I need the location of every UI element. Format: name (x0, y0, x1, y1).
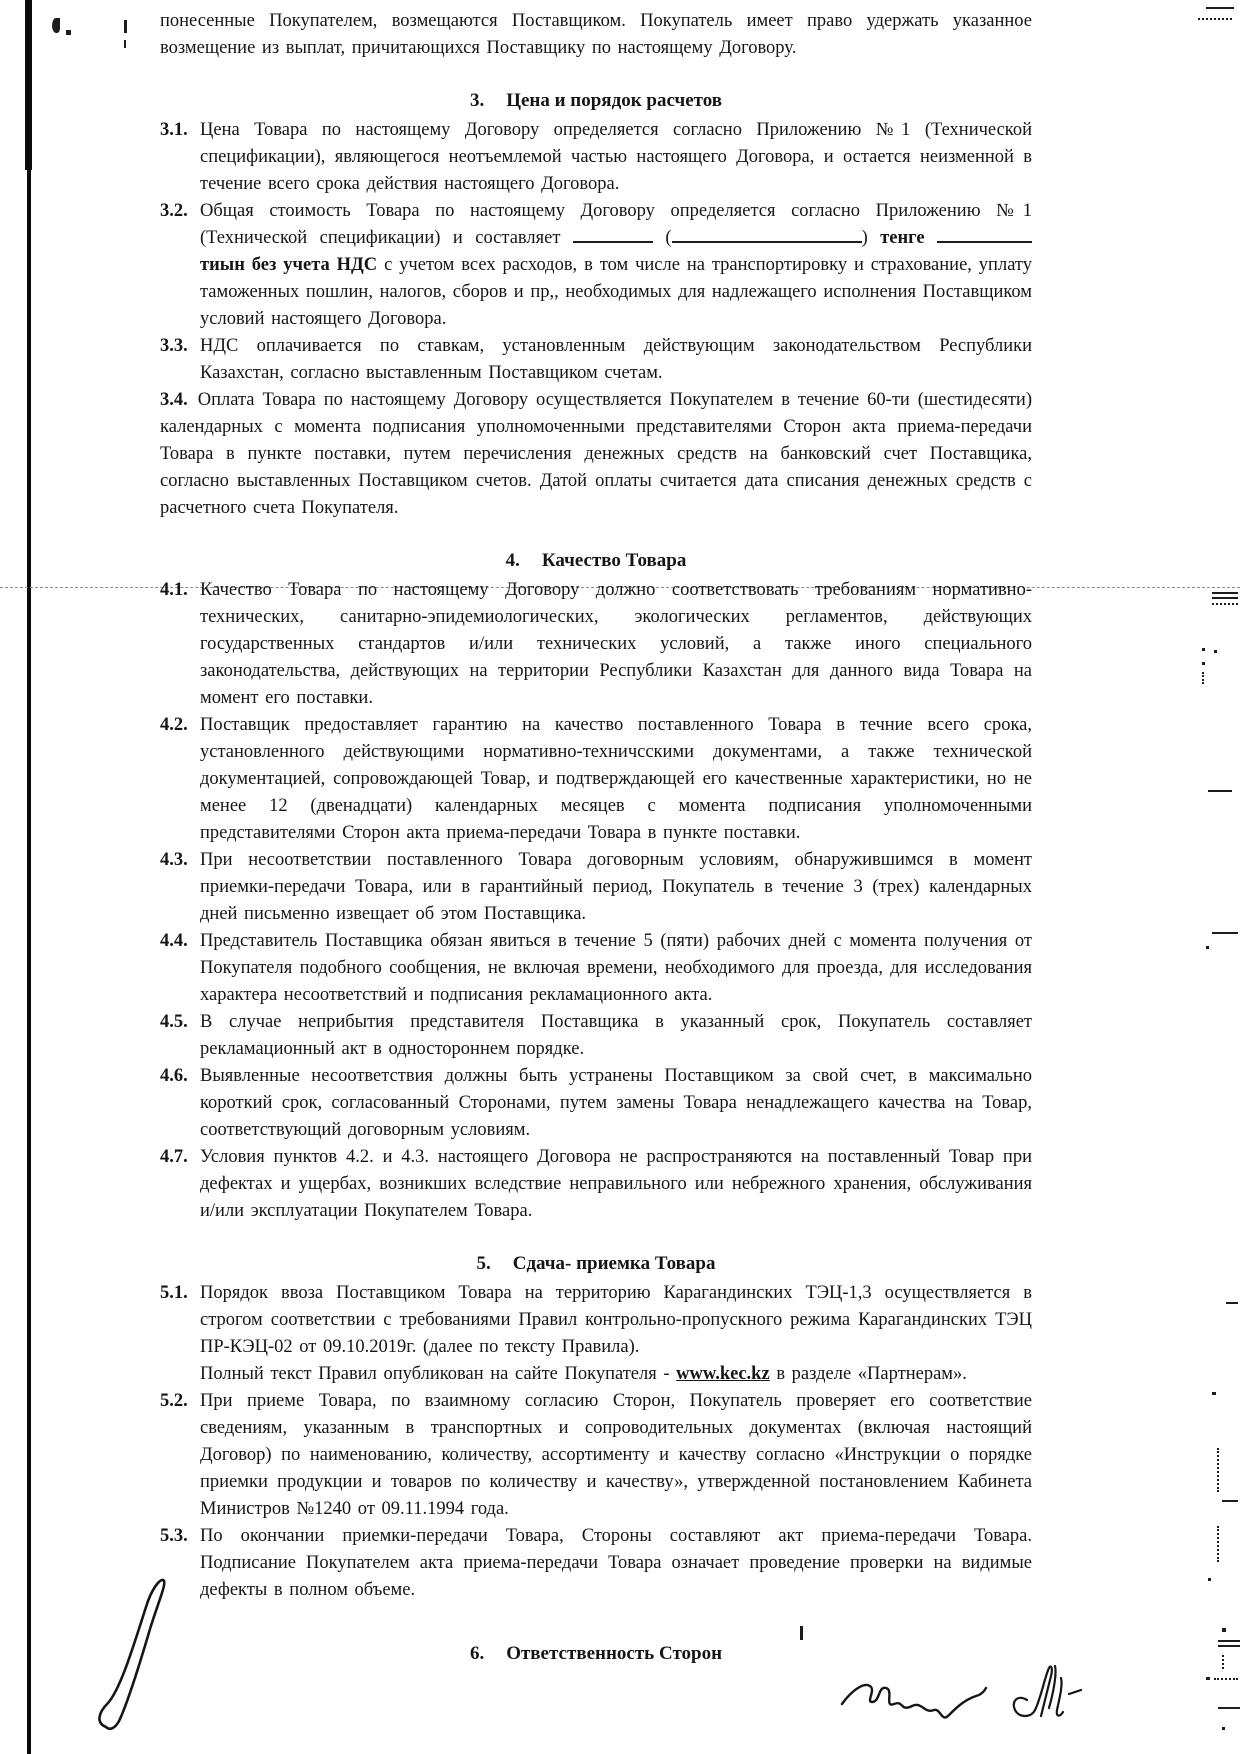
scan-noise-mark (1212, 1392, 1216, 1395)
clause-text: Представитель Поставщика обязан явиться в течение 5 (пяти) рабочих дней с момента получения от Покупателя подобного сообщения, не включая времени, необходимого для проезда, для исследования характера несоответствий и подписания рекламационного акта. (200, 931, 1032, 1005)
clause-text: НДС оплачивается по ставкам, установленным действующим законодательством Республики Казахстан, согласно выставленным Поставщиком счетам. (200, 336, 1032, 383)
clause-number: 3.4. (160, 390, 188, 410)
scan-noise-mark (1214, 1678, 1238, 1680)
clause-number: 5.2. (160, 1391, 188, 1411)
clause-3-1 (160, 117, 1032, 198)
clause-number: 4.6. (160, 1066, 188, 1086)
clause-4-2 (160, 712, 1032, 847)
scan-noise-mark (1212, 932, 1238, 934)
signature-left (92, 1575, 187, 1740)
clause-number: 5.3. (160, 1526, 188, 1546)
ink-speck (52, 18, 60, 33)
scan-noise-mark (1198, 18, 1232, 20)
contract-text-column (160, 8, 1032, 1670)
scan-noise-mark (1206, 946, 1209, 949)
section-title: Качество Товара (541, 550, 687, 571)
blank-tiyn-field (937, 226, 1032, 243)
clause-text: Оплата Товара по настоящему Договору осуществляется Покупателем в течение 60-ти (шестидесяти) календарных с момента подписания уполномоченными представителями Сторон акта приема-передачи Товара в пункте поставки, путем перечисления денежных средств на банковский счет Поставщика, согласно выставленных Поставщиком счетов. Датой оплаты считается дата списания денежных средств с расчетного счета Покупателя. (160, 390, 1032, 518)
clause-number: 3.3. (160, 336, 188, 356)
scan-noise-mark (1217, 1448, 1219, 1492)
clause-text: Поставщик предоставляет гарантию на качество поставленного Товара в течние всего срока, установленного действующими нормативно-техничсскими документами, а также технической документацией, сопровождающей Товар, и подтверждающей его качественные характеристики, но не менее 12 (двенадцати) календарных месяцев с момента подписания уполномоченными представителями Сторон акта приема-передачи Товара в пункте поставки. (200, 715, 1032, 843)
clause-4-6 (160, 1063, 1032, 1144)
ink-speck (124, 40, 126, 48)
clause-5-3 (160, 1523, 1032, 1604)
section-number: 5. (476, 1253, 491, 1274)
ink-speck (66, 30, 71, 35)
scan-noise-mark (1202, 648, 1205, 651)
section-heading-3 (160, 87, 1032, 114)
clause-4-1 (160, 577, 1032, 712)
clause-text: Условия пунктов 4.2. и 4.3. настоящего Договора не распространяются на поставленный Товар при дефектах и ущербах, возникших вследствие неправильного или небрежного хранения, обслуживания и/или эксплуатации Покупателем Товара. (200, 1147, 1032, 1221)
scan-noise-mark (1217, 1526, 1219, 1562)
clause-number: 4.4. (160, 931, 188, 951)
clause-number: 4.2. (160, 715, 188, 735)
scan-edge-line-top (25, 0, 32, 170)
section-number: 6. (469, 1643, 485, 1664)
clause-4-3 (160, 847, 1032, 928)
clause-number: 3.1. (160, 120, 188, 140)
clause-text: При несоответствии поставленного Товара договорным условиям, обнаружившимся в момент приемки-передачи Товара, или в гарантийный период, Покупатель в течение 3 (трех) календарных дней письменно извещает об этом Поставщика. (200, 850, 1032, 924)
scan-noise-mark (1218, 1640, 1240, 1642)
currency-tiyn-bold: тиын без учета НДС (200, 255, 378, 275)
scan-noise-mark (1208, 790, 1232, 792)
clause-text: Выявленные несоответствия должны быть устранены Поставщиком за свой счет, в максимально короткий срок, согласованный Сторонами, путем замены Товара ненадлежащего качества на Товар, соответствующий договорным условиям. (200, 1066, 1032, 1140)
section-heading-6 (160, 1640, 1032, 1667)
scan-noise-mark (1208, 1578, 1211, 1581)
clause-number: 4.1. (160, 580, 188, 600)
clause-4-4 (160, 928, 1032, 1009)
clause-text: При приеме Товара, по взаимному согласию Сторон, Покупатель проверяет его соответствие сведениям, указанным в транспортных и сопроводительных документах (включая настоящий Договор) по наименованию, количеству, ассортименту и качеству согласно «Инструкции о порядке приемки продукции и товаров по количеству и качеству», утвержденной постановлением Кабинета Министров №1240 от 09.11.1994 года. (200, 1391, 1032, 1519)
clause-3-4 (160, 387, 1032, 522)
paren: ( (665, 228, 672, 248)
section-title: Ответственность Сторон (506, 1643, 723, 1664)
blank-amount-field (573, 226, 653, 243)
section-number: 4. (505, 550, 520, 571)
signature-right-2 (1005, 1660, 1090, 1730)
scan-noise-mark (1202, 672, 1204, 684)
clause-text: в разделе «Партнерам». (776, 1364, 967, 1384)
clause-text: Порядок ввоза Поставщиком Товара на территорию Карагандинских ТЭЦ-1,3 осуществляется в строгом соответствии с требованиями Правил контрольно-пропускного режима Карагандинских ТЭЦ ПР-КЭЦ-02 от 09.10.2019г. (далее по тексту Правила). (200, 1283, 1032, 1357)
scan-noise-mark (1222, 1727, 1225, 1730)
website-url: www.kec.kz (676, 1364, 770, 1384)
clause-number: 4.3. (160, 850, 188, 870)
section-heading-5 (160, 1250, 1032, 1277)
clause-number: 4.7. (160, 1147, 188, 1167)
clause-text: Общая стоимость Товара по настоящему Договору определяется согласно Приложению №1 (Технической спецификации) и составляет (200, 201, 1032, 248)
scan-noise-mark (1202, 662, 1205, 665)
clause-text: Качество Товара по настоящему Договору должно соответствовать требованиям нормативно-технических, санитарно-эпидемиологических, экологических регламентов, действующих государственных стандартов и/или технических условий, а также иного специального законодательства, действующих на территории Республики Казахстан для данного вида Товара на момент его поставки. (200, 580, 1032, 708)
ink-speck (124, 20, 127, 33)
scan-noise-mark (1214, 650, 1217, 653)
scan-noise-mark (1212, 597, 1238, 599)
scan-noise-mark (1218, 1645, 1240, 1647)
scan-noise-mark (1212, 592, 1238, 594)
scan-noise-mark (1206, 7, 1234, 9)
scan-noise-mark (1218, 1707, 1240, 1709)
paren: ) (861, 228, 868, 248)
scan-noise-mark (1222, 1500, 1238, 1502)
clause-text: По окончании приемки-передачи Товара, Стороны составляют акт приема-передачи Товара. Подписание Покупателем акта приема-передачи Товара означает проведение проверки на видимые дефекты в полном объеме. (200, 1526, 1032, 1600)
currency-tenge: тенге (880, 228, 925, 248)
clause-5-2 (160, 1388, 1032, 1523)
section-number: 3. (469, 90, 485, 111)
section-title: Цена и порядок расчетов (506, 90, 723, 111)
clause-4-5 (160, 1009, 1032, 1063)
section-heading-4 (160, 547, 1032, 574)
carryover-paragraph: понесенные Покупателем, возмещаются Поставщиком. Покупатель имеет право удержать указанное возмещение из выплат, причитающихся Поставщику по настоящему Договору. (160, 11, 1032, 58)
clause-4-7 (160, 1144, 1032, 1225)
scan-noise-mark (1212, 603, 1238, 605)
clause-text: Цена Товара по настоящему Договору определяется согласно Приложению №1 (Технической спецификации), являющегося неотъемлемой частью настоящего Договора, и остается неизменной в течение всего срока действия настоящего Договора. (200, 120, 1032, 194)
clause-text: В случае неприбытия представителя Поставщика в указанный срок, Покупатель составляет рекламационный акт в одностороннем порядке. (200, 1012, 1032, 1059)
clause-number: 4.5. (160, 1012, 188, 1032)
clause-3-2 (160, 198, 1032, 333)
section-title: Сдача- приемка Товара (512, 1253, 716, 1274)
scan-noise-mark (1222, 1655, 1224, 1669)
scan-noise-mark (1222, 1628, 1226, 1632)
scan-noise-mark (1226, 1302, 1238, 1304)
clause-3-3 (160, 333, 1032, 387)
clause-number: 5.1. (160, 1283, 188, 1303)
clause-text: Полный текст Правил опубликован на сайте Покупателя - (200, 1364, 670, 1384)
blank-amount-words-field (672, 226, 862, 243)
clause-text: с учетом всех расходов, в том числе на транспортировку и страхование, уплату таможенных пошлин, налогов, сборов и пр,, необходимых для надлежащего исполнения Поставщиком условий настоящего Договора. (200, 255, 1033, 329)
clause-5-1 (160, 1280, 1032, 1361)
clause-number: 3.2. (160, 201, 188, 221)
signature-right-1 (838, 1678, 988, 1728)
scan-noise-mark (1206, 1677, 1210, 1680)
scan-edge-line (27, 0, 31, 1754)
clause-5-1-sub (160, 1361, 1032, 1388)
